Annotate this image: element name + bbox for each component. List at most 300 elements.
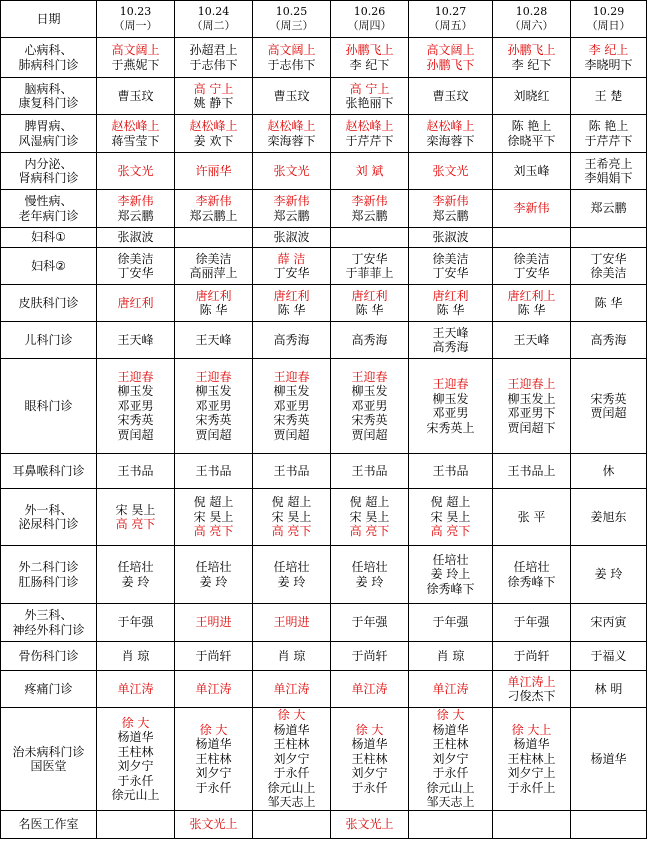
doctor-name: 王迎春 [117, 369, 154, 384]
doctor-name: 于年强 [432, 615, 469, 630]
doctor-name: 邓亚男 [351, 398, 388, 413]
day-weekday: （周日） [586, 19, 631, 32]
department-name-line: 外三科、 [24, 608, 73, 622]
schedule-cell [175, 546, 253, 604]
doctor-name: 郑云鹏 [590, 201, 627, 216]
doctor-name: 于年强 [351, 615, 388, 630]
schedule-cell [409, 811, 493, 839]
doctor-name: 张艳丽下 [345, 96, 394, 110]
doctor-name: 王书品 [117, 463, 154, 478]
doctor-name: 邓亚男 [432, 406, 469, 420]
doctor-name: 于芹芹下 [345, 133, 394, 148]
doctor-name: 赵松峰上 [426, 119, 475, 133]
department-row [1, 811, 647, 839]
doctor-name: 于年强 [513, 615, 550, 630]
doctor-name: 高文阔上 [111, 43, 160, 57]
schedule-cell [97, 708, 175, 811]
doctor-name: 高 亮下 [271, 524, 312, 539]
schedule-cell [331, 115, 409, 153]
doctor-name: 王柱林 [432, 737, 469, 752]
doctor-name: 高 宁上 [193, 81, 234, 96]
department-name-line: 疼痛门诊 [24, 681, 73, 696]
doctor-name: 贾闰超 [195, 427, 232, 442]
department-name-line: 内分泌、 [24, 156, 73, 171]
schedule-cell [175, 38, 253, 78]
doctor-name: 徐美洁 [195, 251, 232, 266]
doctor-name: 柳玉发 [273, 384, 310, 399]
schedule-cell [493, 811, 571, 839]
department-row [1, 708, 647, 811]
doctor-name: 高 亮下 [430, 524, 471, 539]
doctor-name: 郑云鹏 [432, 208, 469, 223]
doctor-name: 张文光 [117, 163, 154, 178]
schedule-cell [409, 359, 493, 454]
schedule-cell [331, 78, 409, 115]
schedule-cell [175, 489, 253, 546]
doctor-name: 刘 斌 [355, 163, 384, 178]
schedule-cell [571, 604, 647, 642]
schedule-cell [571, 359, 647, 454]
doctor-name: 宋秀英 [590, 391, 627, 406]
day-date: 10.24 [197, 4, 230, 18]
doctor-name: 李新伟 [273, 194, 310, 208]
doctor-name: 徐元山上 [267, 780, 316, 795]
doctor-name: 贾闰超 [117, 427, 154, 442]
doctor-name: 于志伟下 [189, 57, 238, 72]
department-name [1, 248, 97, 285]
doctor-name: 李新伟 [432, 194, 469, 208]
day-header [175, 1, 253, 38]
doctor-name: 贾闰超 [351, 427, 388, 442]
schedule-cell [331, 546, 409, 604]
schedule-cell [409, 190, 493, 228]
schedule-cell [409, 115, 493, 153]
schedule-cell [97, 190, 175, 228]
department-row [1, 322, 647, 359]
doctor-name: 杨道华 [432, 722, 469, 737]
doctor-name: 宋秀英 [273, 413, 310, 428]
doctor-name: 姜 玲上 [430, 567, 471, 582]
doctor-name: 肖 琼 [436, 648, 465, 663]
doctor-name: 徐 大 [277, 708, 306, 723]
department-row [1, 153, 647, 190]
doctor-name: 王书品 [195, 463, 232, 478]
schedule-cell [331, 153, 409, 190]
department-name-line: 外二科门诊 [18, 560, 79, 574]
department-name-line: 外一科、 [24, 502, 73, 517]
doctor-name: 高 亮下 [115, 517, 156, 531]
schedule-cell [409, 78, 493, 115]
doctor-name: 刁俊杰下 [507, 689, 556, 703]
schedule-cell [331, 285, 409, 322]
doctor-name: 柳玉发 [432, 391, 469, 406]
doctor-name: 李晓明下 [584, 57, 633, 72]
doctor-name: 刘夕宁上 [507, 766, 556, 781]
doctor-name: 徐美洁 [590, 266, 627, 280]
department-row [1, 671, 647, 708]
doctor-name: 王天峰 [195, 332, 232, 347]
schedule-cell [175, 322, 253, 359]
schedule-cell [253, 190, 331, 228]
doctor-name: 高 宁上 [349, 81, 390, 96]
schedule-cell [253, 78, 331, 115]
doctor-name: 徐元山上 [111, 788, 160, 802]
department-name-line: 泌尿科门诊 [18, 517, 79, 531]
schedule-cell [331, 228, 409, 248]
doctor-name: 杨道华 [195, 737, 232, 752]
doctor-name: 王书品上 [507, 463, 556, 478]
schedule-cell [253, 153, 331, 190]
schedule-cell [571, 228, 647, 248]
doctor-name: 刘夕宁 [273, 751, 310, 766]
doctor-name: 高秀海 [590, 332, 627, 347]
department-name [1, 359, 97, 454]
schedule-cell [97, 322, 175, 359]
day-date: 10.28 [515, 4, 548, 18]
doctor-name: 于菲菲上 [345, 266, 394, 280]
department-name [1, 78, 97, 115]
doctor-name: 倪 超上 [349, 495, 390, 510]
doctor-name: 倪 超上 [430, 495, 471, 510]
schedule-cell [175, 285, 253, 322]
doctor-name: 任培壮 [432, 552, 469, 567]
doctor-name: 于燕妮下 [111, 57, 160, 72]
doctor-name: 高 亮下 [349, 524, 390, 539]
department-name [1, 454, 97, 489]
day-weekday: （周三） [269, 19, 314, 32]
doctor-name: 李 纪上 [588, 43, 629, 57]
department-name-line: 皮肤科门诊 [18, 295, 79, 310]
schedule-cell [331, 604, 409, 642]
doctor-name: 柳玉发 [195, 384, 232, 399]
department-name-line: 眼科门诊 [24, 398, 73, 413]
doctor-name: 孙鹏飞上 [345, 43, 394, 57]
department-name-line: 治未病科门诊 [12, 744, 85, 759]
schedule-cell [97, 811, 175, 839]
schedule-cell [253, 228, 331, 248]
doctor-name: 姜旭东 [590, 509, 627, 524]
doctor-name: 曹玉玟 [273, 88, 310, 103]
day-date: 10.26 [353, 4, 386, 18]
schedule-cell [409, 153, 493, 190]
schedule-cell [175, 642, 253, 671]
doctor-name: 王柱林 [117, 744, 154, 759]
doctor-name: 许丽华 [195, 163, 232, 178]
doctor-name: 单江涛 [351, 681, 388, 696]
doctor-name: 姜 玲 [199, 574, 228, 589]
day-date: 10.29 [592, 4, 625, 18]
doctor-name: 丁安华 [273, 266, 310, 280]
department-name [1, 708, 97, 811]
schedule-cell [253, 248, 331, 285]
doctor-name: 王天峰 [117, 332, 154, 347]
schedule-cell [493, 228, 571, 248]
doctor-name: 徐 大 [355, 722, 384, 737]
doctor-name: 姜 玲 [121, 574, 150, 589]
doctor-name: 陈 华 [355, 303, 384, 317]
doctor-name: 曹玉玟 [432, 88, 469, 103]
doctor-name: 王书品 [351, 463, 388, 478]
doctor-name: 任培壮 [273, 560, 310, 574]
doctor-name: 郑云鹏 [351, 208, 388, 223]
schedule-cell [331, 708, 409, 811]
doctor-name: 丁安华 [351, 251, 388, 266]
schedule-cell [97, 78, 175, 115]
doctor-name: 姚 静下 [193, 96, 234, 110]
schedule-cell [409, 454, 493, 489]
day-weekday: （周五） [428, 19, 473, 32]
doctor-name: 任培壮 [513, 560, 550, 574]
schedule-cell [175, 708, 253, 811]
schedule-cell [175, 604, 253, 642]
schedule-cell [493, 489, 571, 546]
doctor-name: 刘玉峰 [513, 163, 550, 178]
schedule-cell [571, 708, 647, 811]
schedule-cell [331, 489, 409, 546]
department-name [1, 322, 97, 359]
department-row [1, 190, 647, 228]
doctor-name: 张淑波 [117, 230, 154, 245]
schedule-cell [331, 190, 409, 228]
schedule-cell [493, 708, 571, 811]
doctor-name: 徐美洁 [432, 251, 469, 266]
doctor-name: 姜 玲 [277, 574, 306, 589]
schedule-cell [493, 115, 571, 153]
department-name [1, 604, 97, 642]
doctor-name: 王迎春 [432, 377, 469, 391]
doctor-name: 陈 华 [517, 303, 546, 317]
schedule-cell [493, 38, 571, 78]
doctor-name: 丁安华 [590, 251, 627, 266]
schedule-cell [97, 546, 175, 604]
doctor-name: 薛 洁 [277, 251, 306, 266]
doctor-name: 倪 超上 [271, 495, 312, 510]
schedule-cell [571, 153, 647, 190]
department-row [1, 115, 647, 153]
doctor-name: 于志伟下 [267, 57, 316, 72]
schedule-cell [571, 322, 647, 359]
doctor-name: 单江涛上 [507, 674, 556, 689]
day-header [253, 1, 331, 38]
doctor-name: 杨道华 [513, 737, 550, 752]
doctor-name: 王柱林 [195, 751, 232, 766]
department-name-line: 脑病科、 [24, 81, 73, 96]
doctor-name: 王迎春 [273, 369, 310, 384]
doctor-name: 于永仟 [195, 780, 232, 795]
doctor-name: 张文光上 [189, 817, 238, 832]
doctor-name: 高丽萍上 [189, 266, 238, 280]
doctor-name: 邓亚男 [117, 398, 154, 413]
schedule-cell [571, 642, 647, 671]
doctor-name: 孙鹏飞上 [507, 43, 556, 57]
department-name-line: 肾病科门诊 [18, 171, 79, 185]
schedule-cell [331, 671, 409, 708]
doctor-name: 徐美洁 [117, 251, 154, 266]
doctor-name: 郑云鹏 [273, 208, 310, 223]
day-header [493, 1, 571, 38]
schedule-cell [493, 190, 571, 228]
department-name [1, 190, 97, 228]
schedule-cell [253, 322, 331, 359]
doctor-name: 王迎春 [195, 369, 232, 384]
doctor-name: 刘夕宁 [117, 759, 154, 773]
schedule-cell [571, 248, 647, 285]
doctor-name: 刘夕宁 [351, 766, 388, 781]
department-name-line: 肛肠科门诊 [18, 574, 79, 589]
schedule-cell [97, 248, 175, 285]
doctor-name: 柳玉发上 [507, 391, 556, 406]
schedule-cell [97, 359, 175, 454]
doctor-name: 邓亚男 [195, 398, 232, 413]
doctor-name: 王柱林 [273, 737, 310, 752]
doctor-name: 栾海蓉下 [267, 133, 316, 148]
department-name [1, 38, 97, 78]
doctor-name: 于永仟 [273, 766, 310, 781]
doctor-name: 李 纪下 [349, 57, 390, 72]
department-row [1, 604, 647, 642]
doctor-name: 高秀海 [432, 340, 469, 354]
day-date: 10.23 [119, 4, 152, 18]
doctor-name: 丁安华 [432, 266, 469, 280]
doctor-name: 贾闰超下 [507, 420, 556, 435]
schedule-cell [253, 115, 331, 153]
department-row [1, 642, 647, 671]
doctor-name: 于年强 [117, 615, 154, 630]
doctor-name: 徐秀峰下 [507, 574, 556, 589]
schedule-cell [409, 604, 493, 642]
schedule-cell [331, 642, 409, 671]
schedule-cell [253, 454, 331, 489]
doctor-name: 徐 大上 [511, 722, 552, 737]
doctor-name: 高秀海 [351, 332, 388, 347]
doctor-name: 郑云鹏 [117, 208, 154, 223]
department-name [1, 642, 97, 671]
doctor-name: 李新伟 [513, 201, 550, 216]
doctor-name: 肖 琼 [277, 648, 306, 663]
doctor-name: 高秀海 [273, 332, 310, 347]
schedule-cell [253, 38, 331, 78]
doctor-name: 邓亚男 [273, 398, 310, 413]
department-row [1, 38, 647, 78]
schedule-cell [331, 248, 409, 285]
doctor-name: 张文光 [432, 163, 469, 178]
doctor-name: 丁安华 [513, 266, 550, 280]
doctor-name: 王柱林上 [507, 751, 556, 766]
schedule-cell [493, 671, 571, 708]
doctor-name: 宋秀英上 [426, 420, 475, 435]
doctor-name: 郑云鹏上 [189, 208, 238, 223]
schedule-cell [571, 38, 647, 78]
department-name-line: 骨伤科门诊 [18, 648, 79, 663]
schedule-cell [571, 671, 647, 708]
department-row [1, 489, 647, 546]
schedule-cell [493, 359, 571, 454]
doctor-name: 任培壮 [195, 560, 232, 574]
department-name [1, 489, 97, 546]
department-name-line: 脾胃病、 [24, 119, 73, 133]
doctor-name: 蒋雪莹下 [111, 133, 160, 148]
department-name-line: 国医堂 [30, 759, 67, 773]
doctor-name: 柳玉发 [117, 384, 154, 399]
doctor-name: 杨道华 [117, 730, 154, 744]
doctor-name: 唐红利 [432, 288, 469, 303]
doctor-name: 赵松峰上 [345, 119, 394, 133]
schedule-cell [253, 708, 331, 811]
doctor-name: 单江涛 [432, 681, 469, 696]
doctor-name: 孙鹏飞下 [426, 57, 475, 72]
schedule-cell [409, 546, 493, 604]
doctor-name: 张 平 [517, 509, 546, 524]
day-header [331, 1, 409, 38]
schedule-cell [253, 671, 331, 708]
schedule-cell [331, 38, 409, 78]
doctor-name: 倪 超上 [193, 495, 234, 510]
doctor-name: 于福义 [590, 648, 627, 663]
day-header [409, 1, 493, 38]
doctor-name: 徐晓平下 [507, 133, 556, 148]
doctor-name: 贾闰超 [273, 427, 310, 442]
doctor-name: 宋 昊上 [193, 509, 234, 524]
doctor-name: 徐 大 [199, 722, 228, 737]
schedule-cell [97, 228, 175, 248]
doctor-name: 栾海蓉下 [426, 133, 475, 148]
schedule-cell [493, 546, 571, 604]
doctor-name: 宋丙寅 [590, 615, 627, 630]
schedule-cell [331, 359, 409, 454]
doctor-name: 王 楚 [594, 88, 623, 103]
doctor-name: 李 纪下 [511, 57, 552, 72]
schedule-cell [409, 671, 493, 708]
doctor-name: 高 亮下 [193, 524, 234, 539]
schedule-cell [409, 642, 493, 671]
doctor-name: 姜 欢下 [193, 133, 234, 148]
doctor-name: 杨道华 [273, 722, 310, 737]
day-date: 10.27 [434, 4, 467, 18]
doctor-name: 林 明 [594, 681, 623, 696]
doctor-name: 王迎春上 [507, 377, 556, 391]
doctor-name: 王迎春 [351, 369, 388, 384]
schedule-cell [175, 190, 253, 228]
department-name [1, 285, 97, 322]
doctor-name: 唐红利 [273, 288, 310, 303]
department-row [1, 359, 647, 454]
header-row [1, 1, 647, 38]
doctor-name: 单江涛 [195, 681, 232, 696]
schedule-cell [571, 285, 647, 322]
schedule-cell [409, 228, 493, 248]
doctor-name: 单江涛 [273, 681, 310, 696]
schedule-cell [175, 811, 253, 839]
schedule-cell [571, 811, 647, 839]
department-name [1, 228, 97, 248]
doctor-name: 孙超君上 [189, 43, 238, 57]
doctor-name: 王天峰 [432, 325, 469, 340]
schedule-cell [175, 359, 253, 454]
schedule-cell [331, 454, 409, 489]
doctor-name: 徐 大 [121, 715, 150, 730]
department-row [1, 228, 647, 248]
doctor-name: 刘夕宁 [195, 766, 232, 781]
schedule-cell [175, 115, 253, 153]
doctor-name: 邹天志上 [426, 795, 475, 810]
doctor-name: 刘晓红 [513, 88, 550, 103]
doctor-name: 宋秀英 [195, 413, 232, 428]
date-header-label: 日期 [1, 1, 97, 38]
schedule-cell [409, 489, 493, 546]
department-name [1, 546, 97, 604]
schedule-cell [409, 285, 493, 322]
doctor-name: 宋秀英 [117, 413, 154, 428]
